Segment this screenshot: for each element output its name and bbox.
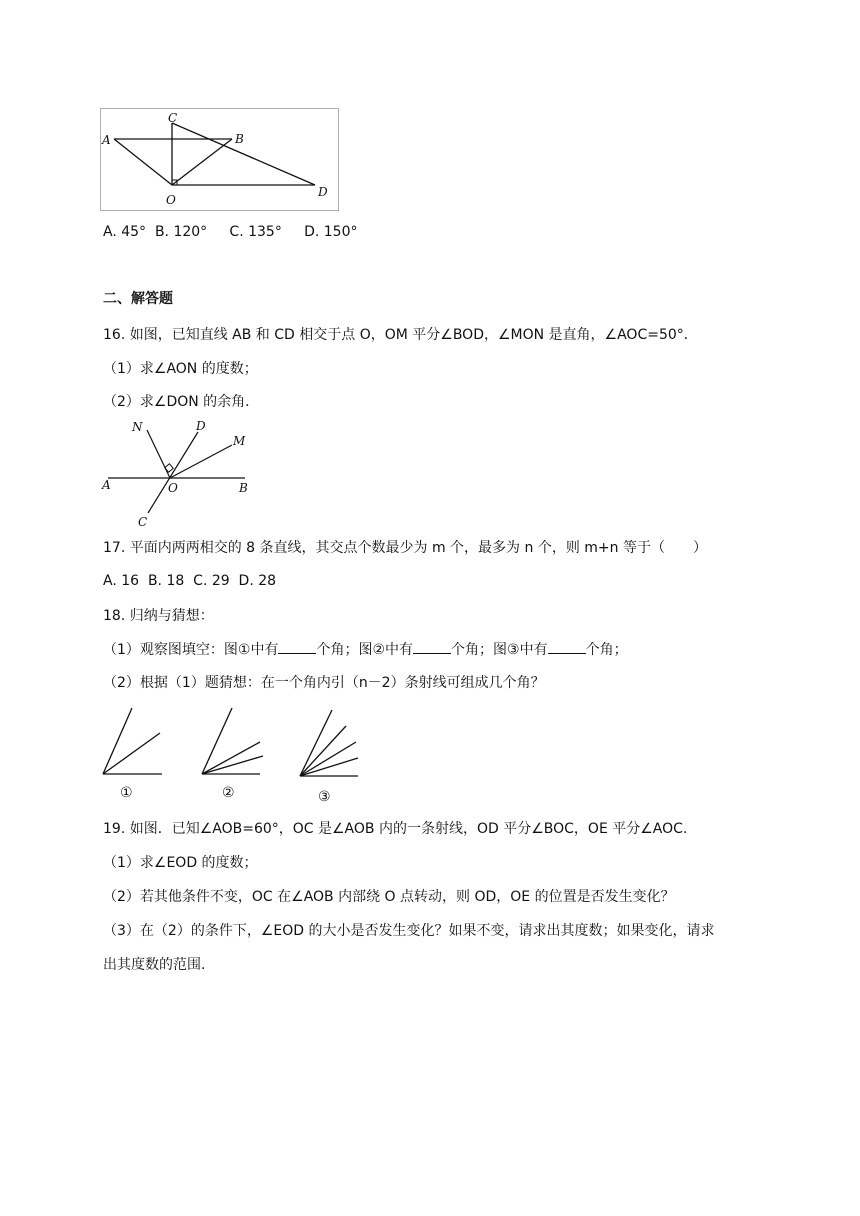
blank-1 (278, 639, 316, 654)
q18-part1-text-a: （1）观察图填空：图①中有 (103, 642, 279, 658)
label-n: N (132, 420, 143, 434)
segment-ao (114, 139, 172, 185)
segment-ob (172, 139, 232, 185)
q16-figure (100, 418, 250, 530)
figure-1-label: ① (120, 785, 133, 801)
q16-part2: （2）求∠DON 的余角． (103, 394, 260, 410)
figure-1 (103, 708, 162, 801)
q16-part1: （1）求∠AON 的度数； (103, 361, 258, 377)
figure-3-label: ③ (318, 789, 331, 805)
q18-stem: 18. 归纳与猜想： (103, 608, 214, 624)
q18-part1 (103, 639, 628, 660)
q18-part1-text-b: 个角；图②中有 (316, 642, 414, 658)
q15-figure (100, 108, 340, 213)
label-d: D (318, 185, 328, 199)
label-b: B (235, 132, 244, 146)
q15-options: A. 45° B. 120° C. 135° D. 150° (103, 224, 358, 240)
label-d: D (196, 419, 206, 433)
q18-part1-text-c: 个角；图③中有 (451, 642, 548, 658)
label-a: A (102, 478, 111, 492)
q18-figures (100, 698, 370, 808)
blank-3 (548, 639, 586, 654)
q18-part1-text-d: 个角； (585, 642, 628, 658)
figure-2 (202, 708, 263, 801)
line-cd (148, 432, 198, 513)
q19-part3-line2: 出其度数的范围. (103, 957, 206, 973)
figure-2-label: ② (222, 785, 235, 801)
label-b: B (239, 481, 248, 495)
q19-part2: （2）若其他条件不变，OC 在∠AOB 内部绕 O 点转动，则 OD，OE 的位置是否发生变化？ (103, 889, 675, 905)
q18-part2: （2）根据（1）题猜想：在一个角内引（n－2）条射线可组成几个角？ (103, 675, 545, 691)
label-m: M (233, 434, 246, 448)
label-o: O (166, 193, 176, 207)
section-title: 二、解答题 (103, 291, 173, 307)
blank-2 (413, 639, 451, 654)
q17-options: A. 16 B. 18 C. 29 D. 28 (103, 573, 277, 589)
label-c: C (168, 111, 178, 125)
label-o: O (168, 481, 178, 495)
ray-on (147, 430, 170, 478)
q19-part3-line1: （3）在（2）的条件下，∠EOD 的大小是否发生变化？如果不变，请求出其度数；如果变化，请求 (103, 923, 715, 939)
label-a: A (102, 133, 111, 147)
q16-stem: 16. 如图，已知直线 AB 和 CD 相交于点 O，OM 平分∠BOD，∠MON 是直角，∠AOC=50°． (103, 327, 698, 343)
figure-3 (300, 710, 358, 805)
q19-part1: （1）求∠EOD 的度数； (103, 855, 258, 871)
q19-stem: 19. 如图．已知∠AOB=60°，OC 是∠AOB 内的一条射线，OD 平分∠BOC，OE 平分∠AOC. (103, 821, 688, 837)
q17-stem: 17. 平面内两两相交的 8 条直线，其交点个数最少为 m 个，最多为 n 个，则 m+n 等于（ ） (103, 540, 707, 556)
label-c: C (138, 515, 148, 529)
